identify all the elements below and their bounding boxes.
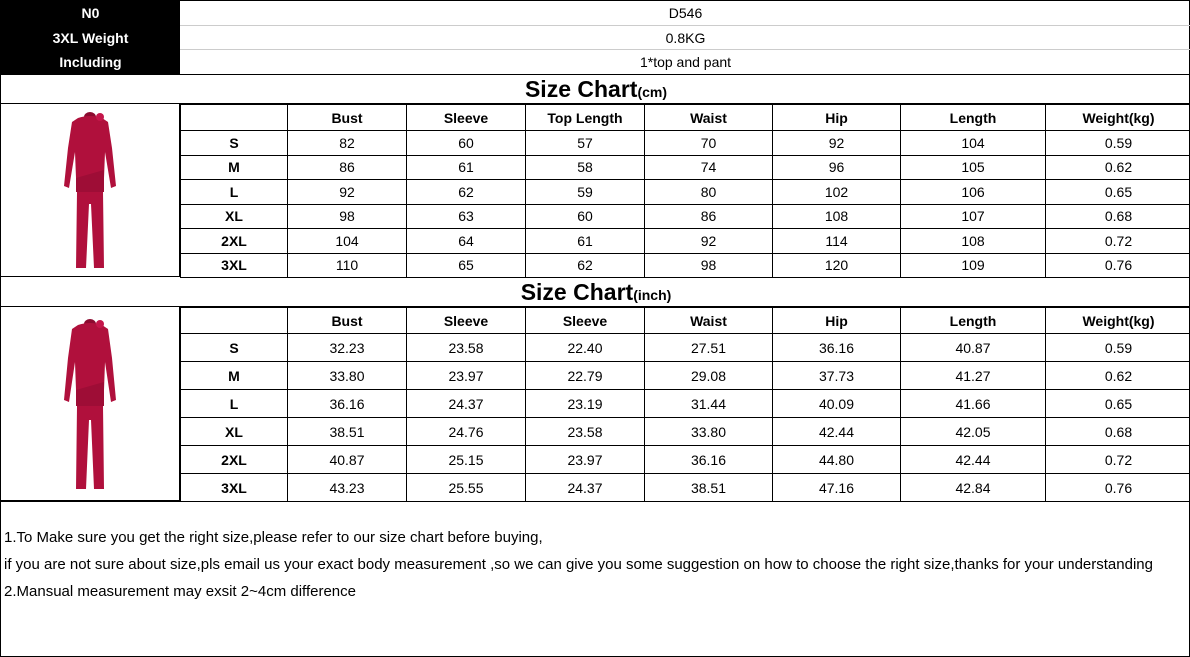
table-cell: 58 — [526, 155, 645, 180]
table-cell: 61 — [526, 229, 645, 254]
table-cell: 65 — [407, 253, 526, 278]
table-cell: 42.05 — [901, 418, 1046, 446]
header-cell: Length — [901, 308, 1046, 334]
table-cell: 0.68 — [1046, 418, 1190, 446]
table-cell: 47.16 — [773, 474, 901, 502]
header-cell: Sleeve — [407, 308, 526, 334]
table-cell: 92 — [288, 180, 407, 205]
note-line: 1.To Make sure you get the right size,please refer to our size chart before buying, — [4, 529, 543, 546]
table-cell: 110 — [288, 253, 407, 278]
product-info-values — [180, 1, 1190, 75]
table-cell: 0.72 — [1046, 229, 1190, 254]
table-row — [181, 180, 1190, 205]
table-cell: 64 — [407, 229, 526, 254]
table-header-row — [181, 105, 1190, 131]
size-table-inch — [180, 307, 1190, 502]
table-header-row — [181, 308, 1190, 334]
size-label: S — [181, 131, 288, 156]
table-cell: 62 — [526, 253, 645, 278]
header-cell: Sleeve — [407, 105, 526, 131]
garment-shape — [64, 319, 116, 489]
table-cell: 0.62 — [1046, 362, 1190, 390]
table-cell: 42.44 — [773, 418, 901, 446]
table-cell: 36.16 — [645, 446, 773, 474]
table-cell: 0.72 — [1046, 446, 1190, 474]
table-cell: 0.62 — [1046, 155, 1190, 180]
header-cell: Sleeve — [526, 308, 645, 334]
table-row — [181, 390, 1190, 418]
table-cell: 31.44 — [645, 390, 773, 418]
size-label: S — [181, 334, 288, 362]
table-cell: 102 — [773, 180, 901, 205]
table-cell: 36.16 — [288, 390, 407, 418]
title-text: Size Chart — [524, 76, 638, 102]
note-line: 2.Mansual measurement may exsit 2~4cm difference — [4, 583, 356, 600]
size-label: 3XL — [181, 474, 288, 502]
size-chart-cm-title — [1, 75, 1190, 104]
table-cell: 86 — [288, 155, 407, 180]
table-cell: 0.59 — [1046, 334, 1190, 362]
table-cell: 37.73 — [773, 362, 901, 390]
table-cell: 43.23 — [288, 474, 407, 502]
table-cell: 70 — [645, 131, 773, 156]
table-row — [181, 334, 1190, 362]
table-cell: 32.23 — [288, 334, 407, 362]
label-number: N0 — [81, 5, 100, 21]
table-cell: 0.68 — [1046, 204, 1190, 229]
table-cell: 33.80 — [288, 362, 407, 390]
table-row — [181, 474, 1190, 502]
table-row — [181, 418, 1190, 446]
header-cell: Bust — [288, 105, 407, 131]
table-row — [181, 362, 1190, 390]
jumpsuit-illustration — [50, 314, 130, 494]
table-cell: 24.76 — [407, 418, 526, 446]
table-cell: 63 — [407, 204, 526, 229]
table-cell: 86 — [645, 204, 773, 229]
table-cell: 41.27 — [901, 362, 1046, 390]
table-cell: 40.87 — [288, 446, 407, 474]
size-label: 2XL — [181, 446, 288, 474]
table-cell: 109 — [901, 253, 1046, 278]
table-row — [181, 204, 1190, 229]
table-cell: 23.58 — [526, 418, 645, 446]
size-label: 2XL — [181, 229, 288, 254]
header-cell: Length — [901, 105, 1046, 131]
table-cell: 24.37 — [407, 390, 526, 418]
header-cell: Weight(kg) — [1046, 105, 1190, 131]
table-cell: 60 — [526, 204, 645, 229]
table-cell: 107 — [901, 204, 1046, 229]
table-cell: 44.80 — [773, 446, 901, 474]
table-cell: 108 — [901, 229, 1046, 254]
header-cell: Waist — [645, 308, 773, 334]
table-row — [181, 131, 1190, 156]
table-cell: 82 — [288, 131, 407, 156]
table-cell: 0.59 — [1046, 131, 1190, 156]
size-chart-inch-title — [1, 277, 1190, 307]
table-cell: 61 — [407, 155, 526, 180]
table-cell: 27.51 — [645, 334, 773, 362]
table-cell: 38.51 — [645, 474, 773, 502]
size-label: M — [181, 362, 288, 390]
table-cell: 59 — [526, 180, 645, 205]
title-unit: (inch) — [633, 287, 672, 303]
label-weight: 3XL Weight — [52, 29, 129, 46]
table-cell: 60 — [407, 131, 526, 156]
size-table-cm — [180, 104, 1190, 278]
table-cell: 29.08 — [645, 362, 773, 390]
header-cell — [181, 105, 288, 131]
table-cell: 92 — [773, 131, 901, 156]
table-cell: 80 — [645, 180, 773, 205]
garment-shape — [64, 112, 116, 268]
table-cell: 24.37 — [526, 474, 645, 502]
table-cell: 25.15 — [407, 446, 526, 474]
table-cell: 23.97 — [407, 362, 526, 390]
value-including: 1*top and pant — [639, 54, 732, 71]
table-cell: 42.84 — [901, 474, 1046, 502]
size-label: M — [181, 155, 288, 180]
header-cell: Hip — [773, 308, 901, 334]
table-row — [181, 446, 1190, 474]
table-cell: 108 — [773, 204, 901, 229]
table-cell: 105 — [901, 155, 1046, 180]
table-cell: 57 — [526, 131, 645, 156]
table-cell: 40.87 — [901, 334, 1046, 362]
product-photo — [1, 307, 180, 501]
table-cell: 0.76 — [1046, 474, 1190, 502]
size-label: L — [181, 180, 288, 205]
table-cell: 98 — [645, 253, 773, 278]
header-cell: Hip — [773, 105, 901, 131]
header-cell: Waist — [645, 105, 773, 131]
table-cell: 120 — [773, 253, 901, 278]
table-cell: 62 — [407, 180, 526, 205]
size-label: 3XL — [181, 253, 288, 278]
jumpsuit-illustration — [50, 108, 130, 273]
value-weight: 0.8KG — [180, 26, 1190, 51]
header-cell: Weight(kg) — [1046, 308, 1190, 334]
table-cell: 98 — [288, 204, 407, 229]
table-cell: 41.66 — [901, 390, 1046, 418]
table-cell: 38.51 — [288, 418, 407, 446]
table-cell: 40.09 — [773, 390, 901, 418]
product-info — [1, 1, 1190, 75]
size-label: XL — [181, 204, 288, 229]
size-label: XL — [181, 418, 288, 446]
header-cell: Bust — [288, 308, 407, 334]
product-info-labels — [1, 1, 180, 75]
product-photo — [1, 104, 180, 277]
table-cell: 25.55 — [407, 474, 526, 502]
title-text: Size Chart — [520, 279, 634, 305]
table-cell: 23.58 — [407, 334, 526, 362]
table-row — [181, 253, 1190, 278]
table-cell: 104 — [288, 229, 407, 254]
size-label: L — [181, 390, 288, 418]
table-cell: 22.79 — [526, 362, 645, 390]
table-cell: 96 — [773, 155, 901, 180]
table-cell: 92 — [645, 229, 773, 254]
title-unit: (cm) — [637, 84, 668, 100]
table-cell: 106 — [901, 180, 1046, 205]
table-cell: 42.44 — [901, 446, 1046, 474]
table-cell: 0.76 — [1046, 253, 1190, 278]
header-cell: Top Length — [526, 105, 645, 131]
table-cell: 0.65 — [1046, 390, 1190, 418]
table-row — [181, 229, 1190, 254]
table-cell: 114 — [773, 229, 901, 254]
table-cell: 33.80 — [645, 418, 773, 446]
label-including: Including — [59, 54, 122, 71]
table-cell: 0.65 — [1046, 180, 1190, 205]
table-cell: 36.16 — [773, 334, 901, 362]
note-line: if you are not sure about size,pls email us your exact body measurement ,so we can give you some suggestion on how to choose the right size,thanks for your understanding — [4, 556, 1153, 573]
table-cell: 22.40 — [526, 334, 645, 362]
size-notes — [1, 501, 1190, 657]
value-number: D546 — [180, 1, 1190, 26]
table-cell: 23.19 — [526, 390, 645, 418]
table-cell: 74 — [645, 155, 773, 180]
table-cell: 23.97 — [526, 446, 645, 474]
table-cell: 104 — [901, 131, 1046, 156]
header-cell — [181, 308, 288, 334]
table-row — [181, 155, 1190, 180]
